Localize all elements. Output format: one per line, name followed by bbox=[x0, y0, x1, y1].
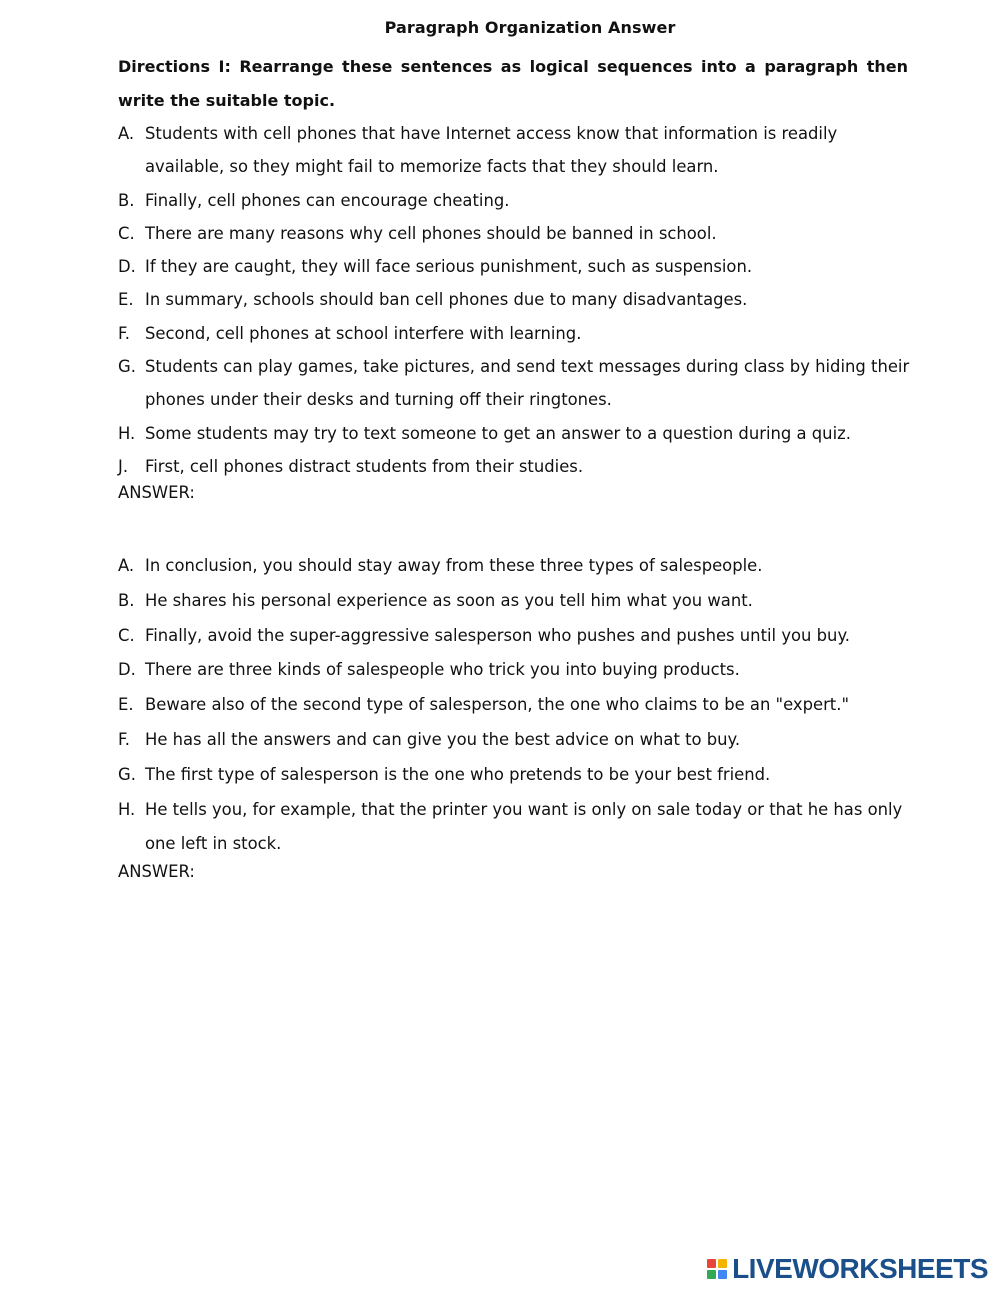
item-letter: B. bbox=[118, 190, 135, 210]
item-text: Finally, cell phones can encourage cheating. bbox=[145, 190, 510, 210]
exercise2-item-a bbox=[118, 549, 938, 584]
exercise1-item-g bbox=[118, 350, 938, 417]
item-letter: H. bbox=[118, 799, 136, 819]
item-letter: B. bbox=[118, 590, 135, 610]
item-letter: C. bbox=[118, 625, 135, 645]
exercise2-item-g bbox=[118, 758, 938, 793]
logo-square-yellow bbox=[718, 1259, 727, 1268]
exercise2-item-h bbox=[118, 793, 938, 863]
item-letter: D. bbox=[118, 660, 136, 680]
item-letter: F. bbox=[118, 323, 131, 343]
item-text: In conclusion, you should stay away from these three types of salespeople. bbox=[145, 556, 763, 575]
item-letter: A. bbox=[118, 556, 135, 575]
exercise1-answer-label: ANSWER: bbox=[118, 483, 195, 502]
item-text: Students can play games, take pictures, and send text messages during class by hiding their phones under their desks and turning off their ringtones. bbox=[145, 357, 910, 410]
item-text: He has all the answers and can give you the best advice on what to buy. bbox=[145, 729, 741, 749]
exercise1-item-e bbox=[118, 283, 938, 316]
exercise2-answer-label: ANSWER: bbox=[118, 862, 195, 881]
logo-square-blue bbox=[718, 1270, 727, 1279]
exercise1-item-d bbox=[118, 250, 938, 283]
item-text: First, cell phones distract students from their studies. bbox=[145, 456, 584, 476]
exercise2-item-e bbox=[118, 688, 938, 723]
exercise1-item-h bbox=[118, 417, 938, 450]
item-letter: E. bbox=[118, 290, 134, 310]
item-text: If they are caught, they will face serious punishment, such as suspension. bbox=[145, 257, 753, 277]
directions: Directions I: Rearrange these sentences as logical sequences into a paragraph then write the suitable topic. bbox=[118, 57, 908, 110]
item-text: Finally, avoid the super-aggressive salesperson who pushes and pushes until you buy. bbox=[145, 625, 851, 645]
item-letter: C. bbox=[118, 223, 135, 243]
logo-square-green bbox=[707, 1270, 716, 1279]
exercise2-item-b bbox=[118, 584, 938, 619]
item-letter: A. bbox=[118, 124, 135, 143]
item-letter: D. bbox=[118, 257, 136, 277]
item-text: The first type of salesperson is the one who pretends to be your best friend. bbox=[145, 764, 771, 784]
item-letter: G. bbox=[118, 357, 136, 377]
liveworksheets-logo-icon bbox=[707, 1259, 727, 1279]
liveworksheets-logo-text: LIVEWORKSHEETS bbox=[732, 1253, 988, 1284]
item-letter: J. bbox=[118, 456, 129, 476]
item-text: In summary, schools should ban cell phones due to many disadvantages. bbox=[145, 290, 748, 310]
item-letter: E. bbox=[118, 695, 134, 715]
item-letter: H. bbox=[118, 423, 136, 443]
exercise2-sentence-list bbox=[118, 549, 938, 862]
item-text: He shares his personal experience as soon as you tell him what you want. bbox=[145, 590, 753, 610]
item-text: Second, cell phones at school interfere with learning. bbox=[145, 323, 582, 343]
exercise2-item-d bbox=[118, 653, 938, 688]
exercise1-item-b bbox=[118, 184, 938, 217]
item-text: There are many reasons why cell phones should be banned in school. bbox=[145, 223, 717, 243]
exercise1-item-a bbox=[118, 117, 938, 184]
item-letter: F. bbox=[118, 729, 131, 749]
item-text: Students with cell phones that have Internet access know that information is readily available, so they might fail to memorize facts that they should learn. bbox=[145, 124, 879, 177]
item-text: Beware also of the second type of salesperson, the one who claims to be an "expert." bbox=[145, 695, 849, 715]
item-text: He tells you, for example, that the printer you want is only on sale today or that he has only one left in stock. bbox=[145, 799, 903, 854]
item-text: Some students may try to text someone to get an answer to a question during a quiz. bbox=[145, 423, 851, 443]
item-text: There are three kinds of salespeople who trick you into buying products. bbox=[145, 660, 740, 680]
exercise1-item-f bbox=[118, 317, 938, 350]
exercise2-item-c bbox=[118, 619, 938, 654]
logo-square-red bbox=[707, 1259, 716, 1268]
page-title: Paragraph Organization Answer bbox=[384, 18, 676, 37]
item-letter: G. bbox=[118, 764, 136, 784]
exercise2-item-f bbox=[118, 723, 938, 758]
exercise1-sentence-list bbox=[118, 117, 938, 483]
exercise1-item-j bbox=[118, 450, 938, 483]
liveworksheets-logo bbox=[707, 1254, 988, 1284]
exercise1-item-c bbox=[118, 217, 938, 250]
